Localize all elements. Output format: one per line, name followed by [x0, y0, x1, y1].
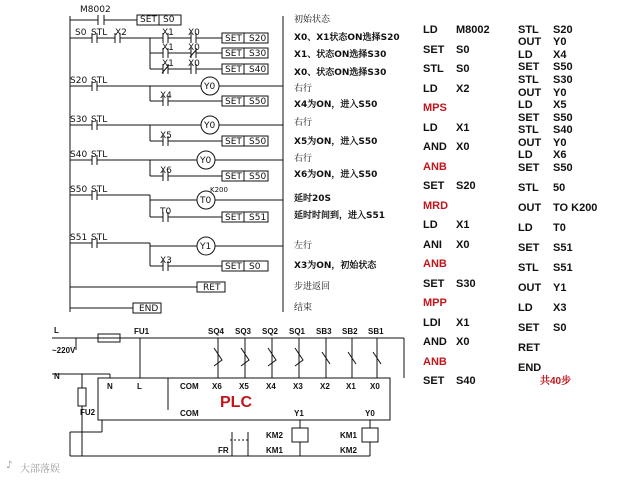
timer-preset-label: K200	[210, 186, 228, 194]
instruction-op: AND	[423, 336, 447, 348]
instruction-op: SET	[518, 61, 540, 73]
instruction-op: END	[518, 362, 542, 374]
contact-t0-label: T0	[160, 207, 172, 217]
contact-x5-label: X5	[160, 131, 172, 141]
instruction-op: OUT	[518, 282, 542, 294]
coil-s40-label: S40	[249, 65, 267, 75]
rung-6-comment: X4为ON，进入S50	[294, 100, 378, 110]
plc-output-com: COM	[180, 409, 199, 418]
instruction-arg: T0	[553, 222, 566, 234]
rung-12-comment: 延时时间到，进入S51	[294, 211, 386, 221]
instruction-op: LD	[518, 99, 533, 111]
instruction-arg: S51	[553, 242, 573, 254]
instruction-op: SET	[423, 43, 445, 56]
instruction-op: SET	[518, 112, 540, 124]
end-instruction-label: END	[139, 304, 159, 314]
rung-7-comment: 右行	[294, 118, 313, 128]
instruction-op: LD	[518, 149, 533, 161]
stl-label: STL	[91, 28, 108, 38]
instruction-arg: S30	[456, 277, 476, 290]
contact-x4-label: X4	[160, 91, 172, 101]
watermark-icon: ♪	[6, 460, 13, 471]
instruction-op: RET	[518, 342, 540, 354]
instruction-arg: 50	[553, 182, 566, 194]
plc-terminal-l: L	[137, 382, 142, 391]
instruction-arg: S30	[553, 74, 573, 86]
instruction-arg: Y0	[553, 36, 567, 48]
coil-s30-label: S30	[249, 49, 267, 59]
instruction-op: STL	[518, 182, 539, 194]
instruction-arg: S0	[553, 322, 567, 334]
instruction-arg: Y0	[553, 87, 567, 99]
coil-set-label: SET	[225, 137, 242, 147]
instruction-arg: X0	[456, 238, 470, 251]
instruction-arg: S20	[553, 24, 573, 36]
instruction-op: LD	[518, 302, 533, 314]
instruction-op: AND	[423, 141, 447, 153]
instruction-arg: M8002	[456, 24, 490, 36]
switch-sq1-label: SQ1	[289, 327, 306, 336]
contact-x3-label: X3	[160, 256, 172, 266]
instruction-arg: S51	[553, 262, 573, 274]
instruction-op: MPS	[423, 102, 447, 114]
contact-s40-label: S40	[70, 150, 88, 160]
rung-10-comment: X6为ON，进入S50	[294, 170, 378, 180]
stl-label: STL	[91, 76, 108, 86]
instruction-op: OUT	[518, 202, 542, 214]
interlock-km2-label: KM2	[340, 446, 357, 455]
contact-m8002-label: M8002	[80, 5, 111, 15]
coil-y0-label: Y0	[204, 121, 216, 131]
watermark-text: 大部落娱	[20, 464, 60, 475]
power-l-label: L	[54, 326, 59, 335]
coil-set-label: SET	[225, 262, 242, 272]
plc-terminal-x0: X0	[370, 382, 380, 391]
instruction-arg: S20	[456, 180, 476, 192]
plc-output-y0: Y0	[365, 409, 375, 418]
instruction-op: STL	[518, 74, 539, 86]
total-steps-label: 共40步	[540, 376, 572, 387]
rung-2-comment: X0、X1状态ON选择S20	[294, 33, 400, 43]
coil-set-label: SET	[225, 34, 242, 44]
coil-set-label: SET	[140, 15, 157, 25]
rung-5-comment: 右行	[294, 84, 313, 94]
rung-13-comment: 左行	[294, 241, 313, 251]
instruction-op: ANB	[423, 355, 447, 368]
plc-terminal-x5: X5	[239, 382, 249, 391]
rung-3-comment: X1、状态ON选择S30	[294, 50, 387, 60]
instruction-arg: X0	[456, 336, 470, 348]
contact-s0-label: S0	[75, 28, 87, 38]
instruction-op: STL	[518, 124, 539, 136]
thermal-relay-fr-label: FR	[218, 446, 229, 455]
coil-y0-label: Y0	[204, 82, 216, 92]
coil-s0-label: S0	[249, 262, 261, 272]
coil-km2-label: KM2	[266, 431, 283, 440]
coil-s50-label: S50	[249, 97, 267, 107]
rung-11-comment: 延时20S	[294, 194, 332, 204]
instruction-op: SET	[518, 242, 540, 254]
coil-y0-label: Y0	[200, 156, 212, 166]
instruction-arg: S50	[553, 112, 573, 124]
instruction-op: SET	[423, 375, 445, 387]
interlock-km1-label: KM1	[266, 446, 283, 455]
instruction-op: SET	[423, 180, 445, 192]
instruction-arg: X1	[456, 316, 470, 329]
instruction-op: SET	[423, 277, 445, 290]
contact-x1-label: X1	[162, 28, 174, 38]
instruction-arg: X1	[456, 121, 470, 134]
instruction-arg: Y1	[553, 282, 567, 294]
rung-9-comment: 右行	[294, 154, 313, 164]
switch-sb3-label: SB3	[316, 327, 332, 336]
instruction-arg: TO K200	[553, 202, 598, 214]
plc-output-y1: Y1	[294, 409, 304, 418]
instruction-arg: X2	[456, 82, 470, 95]
instruction-op: LD	[423, 219, 438, 231]
coil-s0-label: S0	[163, 15, 175, 25]
ret-instruction-label: RET	[203, 283, 221, 293]
coil-y1-label: Y1	[200, 242, 212, 252]
instruction-op: ANB	[423, 160, 447, 173]
rung-14-comment: X3为ON，初始状态	[294, 261, 377, 271]
contact-x6-label: X6	[160, 166, 172, 176]
instruction-op: ANB	[423, 258, 447, 270]
coil-km1-label: KM1	[340, 431, 357, 440]
contact-x2-label: X2	[115, 28, 127, 38]
voltage-label: ~220V	[52, 346, 76, 355]
instruction-arg: S0	[456, 43, 470, 56]
rung-8-comment: X5为ON，进入S50	[294, 137, 378, 147]
instruction-arg: X1	[456, 219, 470, 231]
instruction-op: OUT	[518, 36, 542, 48]
plc-terminal-x6: X6	[212, 382, 222, 391]
instruction-op: MPP	[423, 297, 447, 309]
instruction-arg: X3	[553, 302, 567, 314]
instruction-arg: S40	[456, 375, 476, 387]
contact-x1-label: X1	[162, 59, 174, 69]
switch-sq3-label: SQ3	[235, 327, 252, 336]
fuse-fu1-label: FU1	[134, 327, 150, 336]
plc-terminal-x2: X2	[320, 382, 330, 391]
instruction-op: STL	[518, 24, 539, 36]
instruction-op: LD	[423, 24, 438, 36]
timer-t0-label: T0	[200, 196, 212, 206]
instruction-op: STL	[423, 63, 444, 75]
instruction-op: LD	[423, 82, 438, 95]
instruction-arg: S40	[553, 124, 573, 136]
coil-s50-label: S50	[249, 137, 267, 147]
instruction-arg: S0	[456, 63, 470, 75]
coil-set-label: SET	[225, 65, 242, 75]
contact-s30-label: S30	[70, 115, 88, 125]
switch-sb2-label: SB2	[342, 327, 358, 336]
coil-set-label: SET	[225, 213, 242, 223]
coil-set-label: SET	[225, 49, 242, 59]
instruction-op: MRD	[423, 199, 449, 212]
instruction-op: ANI	[423, 238, 442, 251]
switch-sq2-label: SQ2	[262, 327, 279, 336]
rung-4-comment: X0、状态ON选择S30	[294, 68, 387, 78]
contact-s50-label: S50	[70, 185, 88, 195]
plc-terminal-x4: X4	[266, 382, 276, 391]
coil-s50-label: S50	[249, 172, 267, 182]
switch-sb1-label: SB1	[368, 327, 384, 336]
power-n-label: N	[54, 372, 60, 381]
contact-x0-label: X0	[188, 43, 200, 53]
plc-terminal-x1: X1	[346, 382, 356, 391]
plc-terminal-n: N	[107, 382, 113, 391]
instruction-arg: S50	[553, 162, 573, 174]
fuse-fu2-label: FU2	[80, 408, 96, 417]
instruction-arg: X0	[456, 141, 470, 153]
contact-x1-label: X1	[162, 43, 174, 53]
instruction-op: OUT	[518, 137, 542, 149]
coil-s20-label: S20	[249, 34, 267, 44]
coil-set-label: SET	[225, 172, 242, 182]
rung-16-comment: 结束	[294, 303, 313, 313]
coil-set-label: SET	[225, 97, 242, 107]
rung-15-comment: 步进返回	[294, 282, 331, 292]
stl-label: STL	[91, 233, 108, 243]
rung-1-comment: 初始状态	[294, 15, 331, 25]
instruction-op: STL	[518, 262, 539, 274]
contact-x0-label: X0	[188, 28, 200, 38]
contact-s20-label: S20	[70, 76, 88, 86]
instruction-op: SET	[518, 322, 540, 334]
instruction-op: SET	[518, 162, 540, 174]
plc-terminal-com: COM	[180, 382, 199, 391]
contact-s51-label: S51	[70, 233, 88, 243]
instruction-op: LD	[423, 121, 438, 134]
instruction-arg: X4	[553, 49, 567, 61]
instruction-op: LDI	[423, 316, 441, 329]
instruction-arg: X6	[553, 149, 567, 161]
plc-title: PLC	[220, 394, 252, 411]
instruction-arg: X5	[553, 99, 567, 111]
switch-sq4-label: SQ4	[208, 327, 225, 336]
contact-x0-label: X0	[188, 59, 200, 69]
plc-terminal-x3: X3	[293, 382, 303, 391]
instruction-op: OUT	[518, 87, 542, 99]
stl-label: STL	[91, 115, 108, 125]
instruction-op: LD	[518, 49, 533, 61]
stl-label: STL	[91, 150, 108, 160]
instruction-op: LD	[518, 222, 533, 234]
instruction-arg: S50	[553, 61, 573, 73]
stl-label: STL	[91, 185, 108, 195]
instruction-arg: Y0	[553, 137, 567, 149]
coil-s51-label: S51	[249, 213, 267, 223]
